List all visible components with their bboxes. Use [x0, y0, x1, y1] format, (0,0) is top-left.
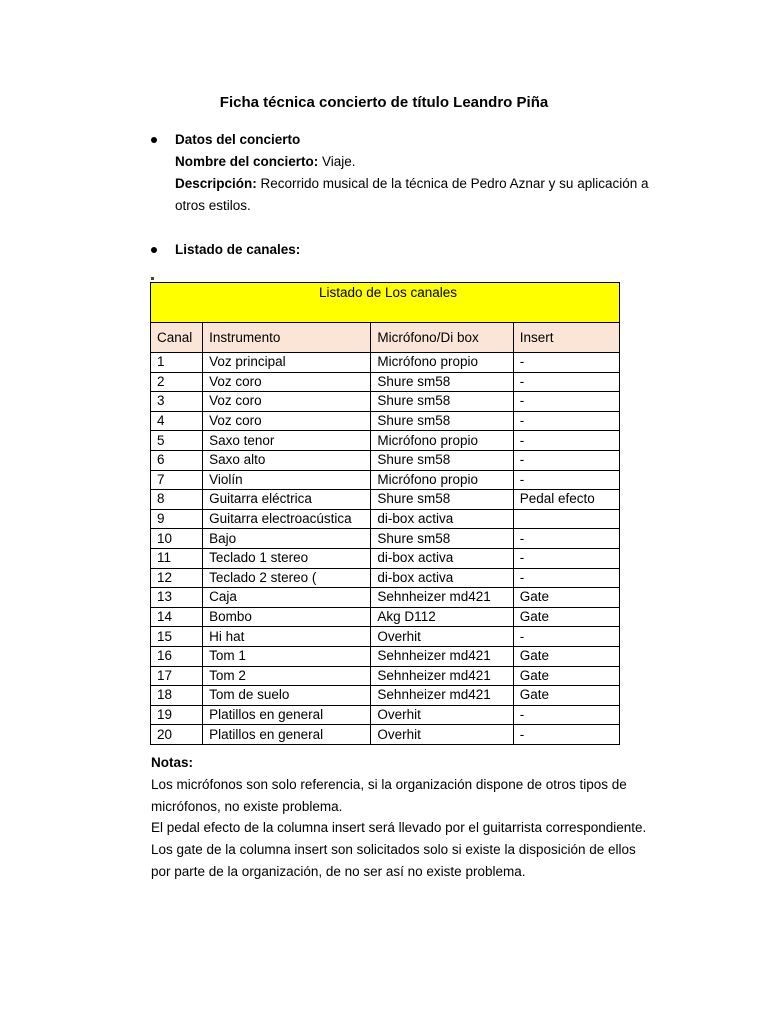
concert-details-section	[175, 129, 675, 217]
header-microfono: Micrófono/Di box	[371, 323, 513, 353]
table-banner-row	[151, 283, 620, 323]
cell-microfono: Overhit	[371, 627, 513, 647]
cell-instrumento: Voz coro	[203, 372, 371, 392]
cell-instrumento: Caja	[203, 588, 371, 608]
cell-canal: 1	[151, 353, 203, 373]
cell-canal: 20	[151, 725, 203, 745]
table-row	[151, 705, 620, 725]
cell-canal: 13	[151, 588, 203, 608]
cell-microfono: Sehnheizer md421	[371, 666, 513, 686]
table-row	[151, 411, 620, 431]
cell-canal: 17	[151, 666, 203, 686]
cell-instrumento: Bajo	[203, 529, 371, 549]
cell-canal: 5	[151, 431, 203, 451]
cell-microfono: Shure sm58	[371, 392, 513, 412]
table-row	[151, 353, 620, 373]
table-row	[151, 548, 620, 568]
cell-insert: -	[513, 705, 619, 725]
cell-microfono: Shure sm58	[371, 372, 513, 392]
bullet-icon	[151, 247, 157, 253]
cell-canal: 10	[151, 529, 203, 549]
channels-section	[175, 239, 675, 261]
cell-canal: 18	[151, 686, 203, 706]
cell-canal: 7	[151, 470, 203, 490]
table-row	[151, 509, 620, 529]
stray-mark	[151, 277, 154, 280]
cell-canal: 4	[151, 411, 203, 431]
table-row	[151, 529, 620, 549]
cell-microfono: Sehnheizer md421	[371, 646, 513, 666]
concert-description-continuation: otros estilos.	[175, 198, 251, 213]
cell-microfono: di-box activa	[371, 548, 513, 568]
table-row	[151, 686, 620, 706]
document-title: Ficha técnica concierto de título Leandro Piña	[219, 94, 549, 111]
header-insert: Insert	[513, 323, 619, 353]
cell-microfono: Shure sm58	[371, 529, 513, 549]
table-banner: Listado de Los canales	[151, 283, 620, 323]
cell-insert	[513, 509, 619, 529]
cell-insert: Gate	[513, 588, 619, 608]
cell-insert: Gate	[513, 686, 619, 706]
concert-details-heading: Datos del concierto	[175, 132, 301, 147]
cell-insert: -	[513, 353, 619, 373]
cell-canal: 15	[151, 627, 203, 647]
table-header-row	[151, 323, 620, 353]
cell-microfono: Sehnheizer md421	[371, 686, 513, 706]
bullet-icon	[151, 137, 157, 143]
cell-instrumento: Teclado 1 stereo	[203, 548, 371, 568]
cell-instrumento: Guitarra eléctrica	[203, 490, 371, 510]
cell-microfono: Micrófono propio	[371, 353, 513, 373]
concert-description-label: Descripción:	[175, 176, 257, 191]
concert-name-line	[175, 151, 675, 173]
cell-instrumento: Violín	[203, 470, 371, 490]
cell-microfono: Shure sm58	[371, 411, 513, 431]
cell-canal: 19	[151, 705, 203, 725]
cell-insert: Gate	[513, 607, 619, 627]
cell-microfono: Shure sm58	[371, 450, 513, 470]
cell-instrumento: Tom de suelo	[203, 686, 371, 706]
cell-microfono: di-box activa	[371, 509, 513, 529]
cell-insert: Gate	[513, 646, 619, 666]
cell-canal: 2	[151, 372, 203, 392]
cell-insert: Pedal efecto	[513, 490, 619, 510]
cell-instrumento: Hi hat	[203, 627, 371, 647]
header-instrumento: Instrumento	[203, 323, 371, 353]
table-row	[151, 450, 620, 470]
cell-insert: -	[513, 392, 619, 412]
concert-description-line	[175, 173, 675, 195]
table-row	[151, 568, 620, 588]
cell-insert: -	[513, 568, 619, 588]
cell-insert: Gate	[513, 666, 619, 686]
cell-microfono: di-box activa	[371, 568, 513, 588]
notes-line: por parte de la organización, de no ser así no existe problema.	[151, 863, 526, 879]
cell-insert: -	[513, 627, 619, 647]
table-row	[151, 646, 620, 666]
cell-canal: 9	[151, 509, 203, 529]
table-row	[151, 490, 620, 510]
cell-microfono: Shure sm58	[371, 490, 513, 510]
cell-canal: 8	[151, 490, 203, 510]
table-row	[151, 588, 620, 608]
notes-line: Los micrófonos son solo referencia, si la organización dispone de otros tipos de	[151, 776, 627, 792]
notes-line: El pedal efecto de la columna insert será llevado por el guitarrista correspondiente.	[151, 820, 647, 836]
header-canal: Canal	[151, 323, 203, 353]
cell-insert: -	[513, 372, 619, 392]
cell-instrumento: Voz principal	[203, 353, 371, 373]
table-row	[151, 666, 620, 686]
cell-microfono: Overhit	[371, 705, 513, 725]
cell-instrumento: Saxo tenor	[203, 431, 371, 451]
table-row	[151, 431, 620, 451]
cell-insert: -	[513, 529, 619, 549]
cell-canal: 6	[151, 450, 203, 470]
table-row	[151, 470, 620, 490]
notes-line: micrófonos, no existe problema.	[151, 798, 343, 814]
cell-instrumento: Platillos en general	[203, 705, 371, 725]
cell-instrumento: Tom 1	[203, 646, 371, 666]
cell-insert: -	[513, 725, 619, 745]
notes-line: Los gate de la columna insert son solicitados solo si existe la disposición de ellos	[151, 842, 636, 858]
cell-microfono: Sehnheizer md421	[371, 588, 513, 608]
notes-section	[151, 752, 691, 883]
cell-insert: -	[513, 411, 619, 431]
channels-heading: Listado de canales:	[175, 242, 301, 257]
cell-insert: -	[513, 470, 619, 490]
cell-instrumento: Bombo	[203, 607, 371, 627]
cell-instrumento: Voz coro	[203, 411, 371, 431]
cell-instrumento: Platillos en general	[203, 725, 371, 745]
cell-canal: 16	[151, 646, 203, 666]
concert-description-value: Recorrido musical de la técnica de Pedro Aznar y su aplicación a	[256, 176, 649, 191]
concert-name-label: Nombre del concierto:	[175, 154, 319, 169]
table-row	[151, 725, 620, 745]
table-row	[151, 372, 620, 392]
cell-canal: 12	[151, 568, 203, 588]
cell-canal: 14	[151, 607, 203, 627]
cell-insert: -	[513, 548, 619, 568]
cell-instrumento: Voz coro	[203, 392, 371, 412]
cell-instrumento: Guitarra electroacústica	[203, 509, 371, 529]
table-row	[151, 607, 620, 627]
table-row	[151, 627, 620, 647]
cell-microfono: Micrófono propio	[371, 470, 513, 490]
cell-canal: 11	[151, 548, 203, 568]
table-row	[151, 392, 620, 412]
cell-instrumento: Saxo alto	[203, 450, 371, 470]
cell-instrumento: Tom 2	[203, 666, 371, 686]
concert-name-value: Viaje.	[318, 154, 356, 169]
cell-microfono: Overhit	[371, 725, 513, 745]
cell-insert: -	[513, 431, 619, 451]
cell-microfono: Micrófono propio	[371, 431, 513, 451]
cell-insert: -	[513, 450, 619, 470]
cell-microfono: Akg D112	[371, 607, 513, 627]
notes-heading: Notas:	[151, 755, 194, 770]
cell-instrumento: Teclado 2 stereo (	[203, 568, 371, 588]
channels-table	[150, 282, 620, 745]
cell-canal: 3	[151, 392, 203, 412]
